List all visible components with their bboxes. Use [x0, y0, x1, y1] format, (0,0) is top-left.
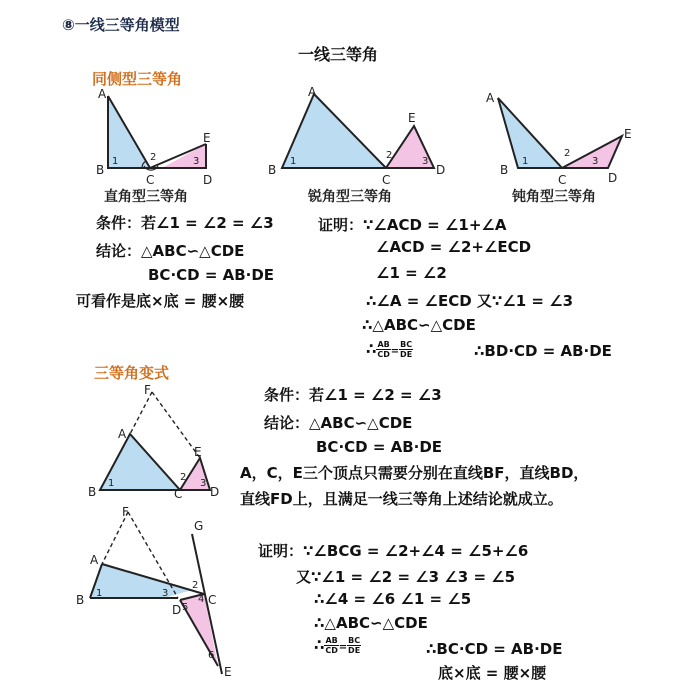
proof2-note: 底×底 = 腰×腰 [438, 664, 547, 682]
angle-1: 1 [522, 156, 529, 167]
label-D: D [608, 171, 618, 185]
label-E: E [224, 665, 232, 679]
label-C: C [208, 593, 217, 607]
figure-variant-f [86, 383, 226, 501]
figure-obtuse-angle [484, 86, 654, 186]
proof1-line2: ∠ACD = ∠2+∠ECD [376, 238, 532, 256]
proof2-ratio: ∴ $\frac{AB}{CD}$ = $\frac{BC}{DE}$ [314, 636, 361, 655]
figure-right-angle [90, 86, 230, 186]
angle-4: 4 [198, 594, 205, 605]
proof1-line5: ∴△ABC∽△CDE [362, 316, 476, 334]
proof2-line4: ∴△ABC∽△CDE [314, 614, 428, 632]
label-D: D [172, 603, 182, 617]
label-D: D [210, 485, 220, 499]
label-F: F [144, 383, 151, 397]
label-G: G [194, 519, 204, 533]
proof1-ratio: ∴ $\frac{AB}{CD}$ = $\frac{BC}{DE}$ [366, 340, 413, 359]
label-B: B [76, 593, 85, 607]
proof2-last: ∴BC·CD = AB·DE [426, 640, 563, 658]
remark-line1: A，C，E三个顶点只需要分别在直线BF，直线BD， [240, 464, 589, 482]
section1-subtitle: 同侧型三等角 [92, 70, 183, 88]
proof1-line3: ∠1 = ∠2 [376, 264, 447, 282]
angle-3: 3 [592, 156, 599, 167]
angle-1: 1 [112, 156, 119, 167]
angle-2: 2 [386, 150, 393, 161]
conclusion-1: 结论：△ABC∽△CDE [96, 242, 245, 260]
proof2-line1: 证明：∵∠BCG = ∠2+∠4 = ∠5+∠6 [258, 542, 529, 560]
angle-1: 1 [96, 588, 103, 599]
label-C: C [146, 173, 155, 187]
conclusion-2b: BC·CD = AB·DE [316, 438, 443, 456]
angle-6: 6 [208, 650, 215, 661]
proof1-line1: 证明：∵∠ACD = ∠1+∠A [318, 216, 507, 234]
angle-3: 3 [193, 156, 200, 167]
note-1: 可看作是底×底 = 腰×腰 [76, 292, 245, 310]
label-B: B [500, 163, 509, 177]
angle-3: 3 [200, 478, 207, 489]
proof1-last: ∴BD·CD = AB·DE [474, 342, 612, 360]
label-C: C [174, 487, 183, 501]
caption-obtuse-angle: 钝角型三等角 [512, 189, 596, 205]
figure-acute-angle [268, 86, 448, 186]
label-E: E [624, 127, 632, 141]
caption-acute-angle: 锐角型三等角 [308, 189, 392, 205]
conclusion-1b: BC·CD = AB·DE [148, 266, 275, 284]
figure-variant-g [74, 506, 244, 686]
angle-5: 5 [182, 602, 189, 613]
label-F: F [122, 505, 129, 519]
label-A: A [308, 85, 317, 99]
proof2-line2: 又∵∠1 = ∠2 = ∠3 ∠3 = ∠5 [296, 568, 516, 586]
label-C: C [558, 173, 567, 187]
angle-2: 2 [564, 148, 571, 159]
label-D: D [436, 163, 446, 177]
section-title-center: 一线三等角 [298, 45, 379, 64]
angle-2: 2 [192, 580, 199, 591]
label-A: A [486, 91, 495, 105]
angle-2: 2 [180, 472, 187, 483]
label-A: A [90, 553, 99, 567]
angle-2: 2 [150, 152, 157, 163]
label-E: E [408, 111, 416, 125]
angle-3: 3 [162, 588, 169, 599]
label-D: D [203, 173, 213, 187]
angle-3: 3 [422, 156, 429, 167]
conclusion-2: 结论：△ABC∽△CDE [264, 414, 413, 432]
angle-1: 1 [290, 156, 297, 167]
condition-2: 条件：若∠1 = ∠2 = ∠3 [264, 386, 442, 404]
caption-right-angle: 直角型三等角 [104, 189, 188, 205]
proof1-line4: ∴∠A = ∠ECD 又∵∠1 = ∠3 [366, 292, 574, 310]
label-B: B [268, 163, 277, 177]
label-B: B [96, 163, 105, 177]
remark-line2: 直线FD上，且满足一线三等角上述结论就成立。 [240, 490, 563, 508]
page-title: ⑧一线三等角模型 [62, 16, 180, 34]
label-E: E [194, 445, 202, 459]
angle-1: 1 [108, 478, 115, 489]
label-A: A [98, 87, 107, 101]
label-A: A [118, 427, 127, 441]
section2-subtitle: 三等角变式 [94, 364, 170, 382]
condition-1: 条件：若∠1 = ∠2 = ∠3 [96, 214, 274, 232]
proof2-line3: ∴∠4 = ∠6 ∠1 = ∠5 [314, 590, 472, 608]
label-B: B [88, 485, 97, 499]
label-E: E [203, 131, 211, 145]
label-C: C [382, 173, 391, 187]
